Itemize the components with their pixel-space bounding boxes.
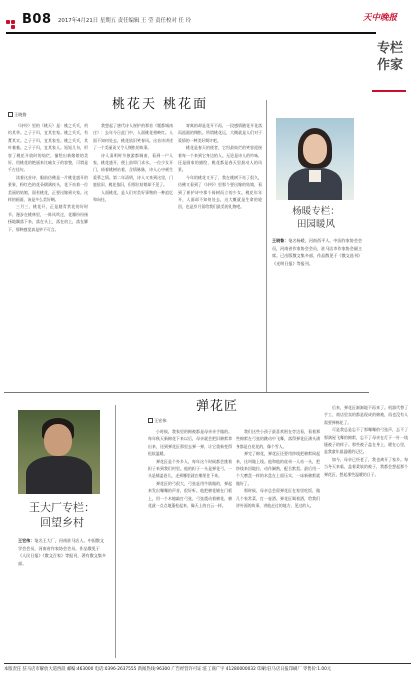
- article2-paragraph: 小时候，我家里的棉被都是母亲亲手做的。每年秋天新棉花下来以后，母亲就会把旧棉絮拿出来，送到弹花匠那里去弹一弹，让它重新变得松软温暖。: [148, 429, 232, 457]
- author2-bio-text: 笔名王大厂，河南驻马店人。中国散文学会会员，河南省作家协会会员。作品散见于《人民日报》《散文百家》等报刊，著有散文集多部。: [18, 538, 107, 566]
- column-divider: [115, 405, 116, 658]
- article1-column-c: [178, 122, 262, 392]
- author1-bio-label: 王晓鲁：: [272, 238, 289, 243]
- page-number: B08: [22, 12, 52, 27]
- header-ornament: [6, 20, 20, 28]
- article1-paragraph: 桃花是春天的使者，它用最灿烂的笑容迎接着每一个来到它身边的人。无论是诗人的吟咏，还是画家的描绘，桃花都是春天里最动人的风景。: [178, 145, 262, 173]
- author2-bio-label: 王宏伟：: [18, 538, 35, 543]
- article1-paragraph: 今年的桃花又开了，我在桃树下站了很久，仿佛又看到了《诗经》里那个要出嫁的姑娘，看到了崔护诗中那个倚树而立的少女。桃花年年开，人面却不知何处去，这大概就是生命的轮回，也是岁月留给我们最美的礼物吧。: [178, 174, 262, 210]
- author2-bio: [18, 537, 108, 567]
- author1-column-name: 杨暖专栏： 田园暖风: [292, 206, 340, 230]
- column-label: [370, 40, 410, 74]
- article1-paragraph: 人面桃花，是人们对美好事物的一种追忆和向往。: [93, 189, 173, 203]
- article2-paragraph: 可是我总是忘不了那嘣嘣的弓弦声，忘不了那满屋飞舞的棉絮，忘不了母亲在灯下一针一线缝被子的样子。那些被子盖在身上，暖在心里，是我童年最温暖的记忆。: [324, 427, 408, 455]
- article2-author-tag-text: 王宏伟: [154, 418, 167, 423]
- article1-paragraph: 三月三，桃花开，正是踏青赏花的好时节。漫步在桃林里，一阵风吹过，花瓣纷纷扬扬地飘落下来，落在头上，落在肩上，落在脚下，那种感觉真是妙不可言。: [8, 204, 88, 232]
- author1-bio: [272, 237, 364, 267]
- page-header: [6, 8, 409, 34]
- column-accent-bar: [372, 90, 406, 92]
- column-label-line2: 作家: [376, 58, 403, 73]
- author1-portrait: [276, 118, 354, 200]
- article2-paragraph: 弹完了棉花，弹花匠还要用纱线把棉絮网起来，这叫做上线。他和他的徒弟一人站一头，把纱线来回地拉，动作娴熟，配合默契。最后用一个大磨盘一样的木盘在上面压实，一床新棉絮就做好了。: [236, 451, 320, 486]
- article1-paragraph: 寄寓的却是花开不再，一段感情随花开花落而流逝的惆怅。所谓桃花运，大概就是人们对于爱情的一种美好期许吧。: [178, 123, 262, 143]
- article2-author-tag: [148, 418, 167, 424]
- article2-paragraph: 那时候，母亲总会留弹花匠在家里吃饭，做几个家常菜，打一壶酒。弹花匠喝着酒，给我们讲外面的故事，讲他走过的地方，见过的人。: [236, 488, 320, 509]
- article2-column-b: [236, 428, 320, 658]
- newspaper-brand-logo: 天中晚报: [362, 13, 397, 23]
- article1-author-tag-text: 王晓鲁: [14, 112, 27, 117]
- article2-title: 弹花匠: [196, 399, 239, 414]
- article1-paragraph: 读着这首诗，眼前仿佛是一片桃花盛开的景象，粉红色的花朵缀满枝头，花下站着一位美丽的姑娘，面若桃花，正要出嫁到夫家。这样的画面，该是多么美好啊。: [8, 174, 88, 203]
- article2-paragraph: 如今，母亲已经老了，我也离开了家乡。每当冬天来临，盖着柔软的被子，我都会想起那个弹花匠，想起那些温暖的日子。: [324, 456, 408, 477]
- article2-paragraph: 弹花匠的弓很大，弓弦是用牛筋做的，弹起来发出嘣嘣的声音，很好听。他把棉花铺在门板上，用一个木槌敲打弓弦，弓弦震动着棉花，棉花就一点点地蓬松起来，像天上的白云一样。: [148, 480, 232, 509]
- section-divider: [4, 392, 369, 393]
- author2-portrait: [18, 410, 100, 494]
- article2-column-c: [324, 404, 408, 658]
- author2-column-name: 王大厂专栏： 回望乡村: [29, 501, 95, 529]
- article2-paragraph: 弹花匠是个外乡人，每年这个时候都会挑着担子来到我们村里。他的担子一头是弹花弓，一头是铺盖卷儿，走到哪里就在哪里住下来。: [148, 458, 232, 479]
- article2-paragraph: 我们这些小孩子最喜欢围在旁边看，看着那些棉絮在弓弦的跳动中飞舞，落得弹花匠满头满身都是白花花的，像个雪人。: [236, 429, 320, 449]
- article2-paragraph: 后来，弹花匠渐渐地不再来了。机器代替了手工，商店里卖的都是现成的棉被，再也没有人需要弹棉花了。: [324, 405, 408, 425]
- article1-column-b: [93, 122, 173, 392]
- article1-title: 桃花天 桃花面: [112, 97, 209, 112]
- header-meta: 2017年4月21日 星期五 责任编辑 王 莹 责任校对 任 玲: [58, 18, 192, 24]
- article1-paragraph: 诗人清明时节独游都城南，看到一户人家，桃花盛开，便上前叩门求水。一位少女开门，倚着桃树站着，含情脉脉，诗人心中顿生爱慕之情。第二年清明，诗人又来到这里，门庭依旧，桃花依旧，但那位姑娘却不见了。: [93, 152, 173, 188]
- page-footer: 本版责任 驻马店市解放大道西段 邮编:463000 电话:0396-2637555 新闻热线:96300 广告经营许可证:驻工商广字 41280000032 印刷:驻马店日报印刷厂 零售价:1.00元: [4, 663, 411, 673]
- header-rule: [6, 32, 376, 34]
- article2-column-a: [148, 428, 232, 658]
- article1-column-a: [8, 122, 88, 392]
- column-divider: [266, 100, 267, 392]
- article1-paragraph: 《诗经》里的《桃天》是：桃之夭夭，灼灼其华。之子于归，宜其室家。桃之夭夭，有蕡其实。之子于归，宜其家室。桃之夭夭，其叶蓁蓁。之子于归，宜其家人。短短几句，形容了桃花开放时的灿烂，描绘出新嫁娘的美好，用桃花的艳丽来比喻女子的容貌，可谓是千古佳句。: [8, 123, 88, 173]
- article1-paragraph: 我想起了唐代诗人崔护的那首《题都城南庄》：去年今日此门中，人面桃花相映红。人面不知何处去，桃花依旧笑春风。这首诗讲述了一个美丽而又令人惆怅的故事。: [93, 123, 173, 151]
- column-label-line1: 专栏: [376, 41, 403, 56]
- article1-author-tag: [8, 112, 27, 118]
- author1-bio-text: 笔名杨暖，河南西平人。中国作家协会会员，河南省作家协会会员，驻马店市作家协会副主席。已出版散文集多部，作品散见于《散文选刊》《光明日报》等报刊。: [272, 238, 363, 266]
